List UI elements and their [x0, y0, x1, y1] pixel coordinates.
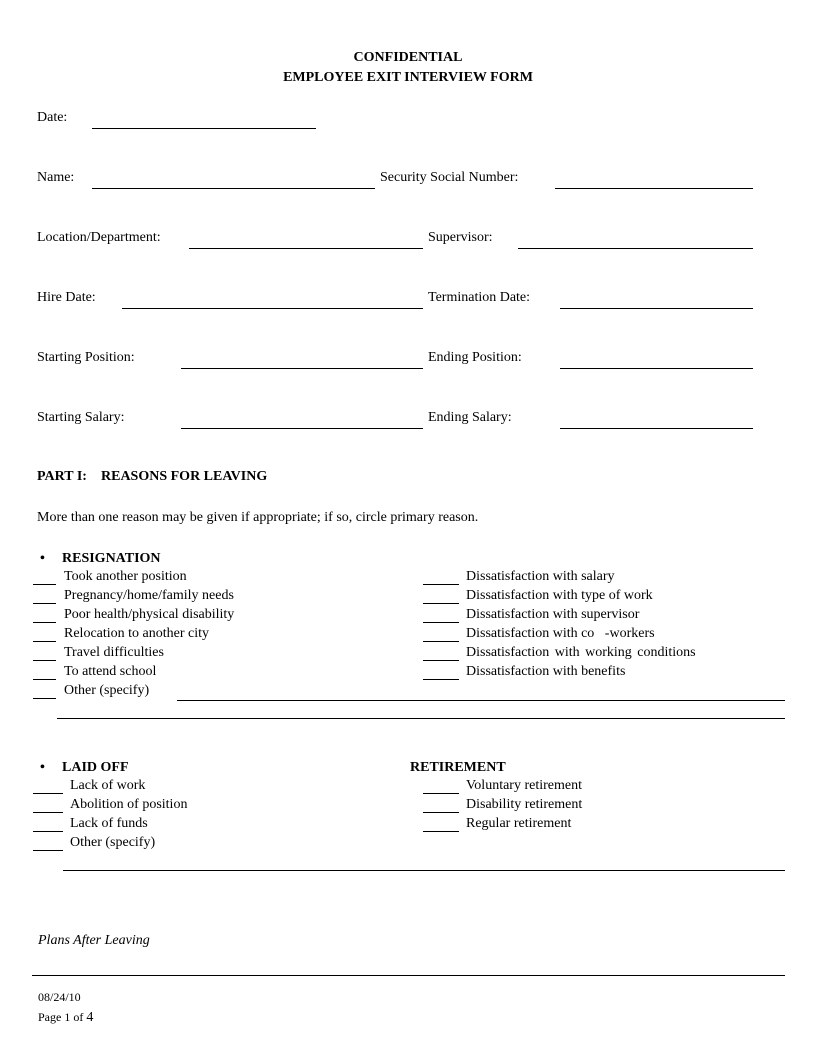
page-total: 4 — [86, 1010, 94, 1025]
date-field[interactable] — [92, 128, 316, 129]
checkbox-blank[interactable] — [33, 660, 56, 661]
retirement-heading: RETIREMENT — [410, 760, 506, 775]
resignation-item-took-another-position: Took another position — [64, 569, 187, 584]
page-prefix: Page 1 of — [38, 1010, 84, 1024]
resignation-item-school: To attend school — [64, 664, 157, 679]
resignation-item-poor-health: Poor health/physical disability — [64, 607, 235, 622]
hire-date-field[interactable] — [122, 308, 423, 309]
laid-off-item-other: Other (specify) — [70, 835, 156, 850]
starting-salary-field[interactable] — [181, 428, 423, 429]
part1-title: REASONS FOR LEAVING — [101, 469, 268, 484]
laid-off-other-specify-line[interactable] — [63, 870, 785, 871]
checkbox-blank[interactable] — [423, 660, 459, 661]
bullet-icon: • — [40, 760, 45, 775]
laid-off-item-lack-of-work: Lack of work — [70, 778, 146, 793]
checkbox-blank[interactable] — [33, 679, 56, 680]
retirement-item-regular: Regular retirement — [466, 816, 572, 831]
name-label: Name: — [37, 170, 75, 185]
ssn-label: Security Social Number: — [380, 170, 519, 185]
checkbox-blank[interactable] — [423, 603, 459, 604]
checkbox-blank[interactable] — [423, 812, 459, 813]
resignation-item-relocation: Relocation to another city — [64, 626, 210, 641]
ssn-field[interactable] — [555, 188, 753, 189]
checkbox-blank[interactable] — [423, 622, 459, 623]
resignation-item-working-conditions: Dissatisfaction with working conditions — [466, 645, 696, 660]
termination-date-label: Termination Date: — [428, 290, 531, 305]
starting-salary-label: Starting Salary: — [37, 410, 125, 425]
part1-instruction: More than one reason may be given if appropriate; if so, circle primary reason. — [37, 510, 479, 525]
checkbox-blank[interactable] — [33, 831, 63, 832]
resignation-item-salary: Dissatisfaction with salary — [466, 569, 615, 584]
location-field[interactable] — [189, 248, 423, 249]
laid-off-heading: LAID OFF — [62, 760, 129, 775]
retirement-item-voluntary: Voluntary retirement — [466, 778, 582, 793]
other-specify-line-2[interactable] — [57, 718, 785, 719]
bullet-icon: • — [40, 551, 45, 566]
footer-divider — [32, 975, 785, 976]
checkbox-blank[interactable] — [33, 698, 56, 699]
checkbox-blank[interactable] — [33, 850, 63, 851]
starting-position-field[interactable] — [181, 368, 423, 369]
laid-off-item-abolition: Abolition of position — [70, 797, 188, 812]
termination-date-field[interactable] — [560, 308, 753, 309]
checkbox-blank[interactable] — [423, 793, 459, 794]
checkbox-blank[interactable] — [423, 584, 459, 585]
checkbox-blank[interactable] — [33, 603, 56, 604]
ending-salary-field[interactable] — [560, 428, 753, 429]
starting-position-label: Starting Position: — [37, 350, 135, 365]
resignation-item-supervisor: Dissatisfaction with supervisor — [466, 607, 640, 622]
form-title: EMPLOYEE EXIT INTERVIEW FORM — [283, 70, 533, 85]
resignation-item-type-of-work: Dissatisfaction with type of work — [466, 588, 653, 603]
checkbox-blank[interactable] — [423, 679, 459, 680]
retirement-item-disability: Disability retirement — [466, 797, 583, 812]
checkbox-blank[interactable] — [33, 812, 63, 813]
checkbox-blank[interactable] — [33, 622, 56, 623]
ending-salary-label: Ending Salary: — [428, 410, 512, 425]
resignation-item-travel: Travel difficulties — [64, 645, 164, 660]
part1-number: PART I: — [37, 469, 87, 484]
checkbox-blank[interactable] — [423, 831, 459, 832]
ending-position-field[interactable] — [560, 368, 753, 369]
footer-date: 08/24/10 — [38, 990, 81, 1004]
ending-position-label: Ending Position: — [428, 350, 522, 365]
other-specify-line[interactable] — [177, 700, 785, 701]
resignation-item-coworkers: Dissatisfaction with co -workers — [466, 626, 655, 641]
date-label: Date: — [37, 110, 68, 125]
name-field[interactable] — [92, 188, 375, 189]
resignation-item-pregnancy: Pregnancy/home/family needs — [64, 588, 234, 603]
checkbox-blank[interactable] — [33, 793, 63, 794]
checkbox-blank[interactable] — [33, 641, 56, 642]
footer-page-number — [38, 1010, 93, 1025]
laid-off-item-lack-of-funds: Lack of funds — [70, 816, 148, 831]
location-label: Location/Department: — [37, 230, 161, 245]
resignation-item-other: Other (specify) — [64, 683, 150, 698]
supervisor-field[interactable] — [518, 248, 753, 249]
checkbox-blank[interactable] — [33, 584, 56, 585]
resignation-heading: RESIGNATION — [62, 551, 161, 566]
supervisor-label: Supervisor: — [428, 230, 493, 245]
form-confidential-label: CONFIDENTIAL — [353, 50, 463, 65]
checkbox-blank[interactable] — [423, 641, 459, 642]
resignation-item-benefits: Dissatisfaction with benefits — [466, 664, 626, 679]
hire-date-label: Hire Date: — [37, 290, 96, 305]
plans-after-leaving-label: Plans After Leaving — [38, 933, 150, 948]
